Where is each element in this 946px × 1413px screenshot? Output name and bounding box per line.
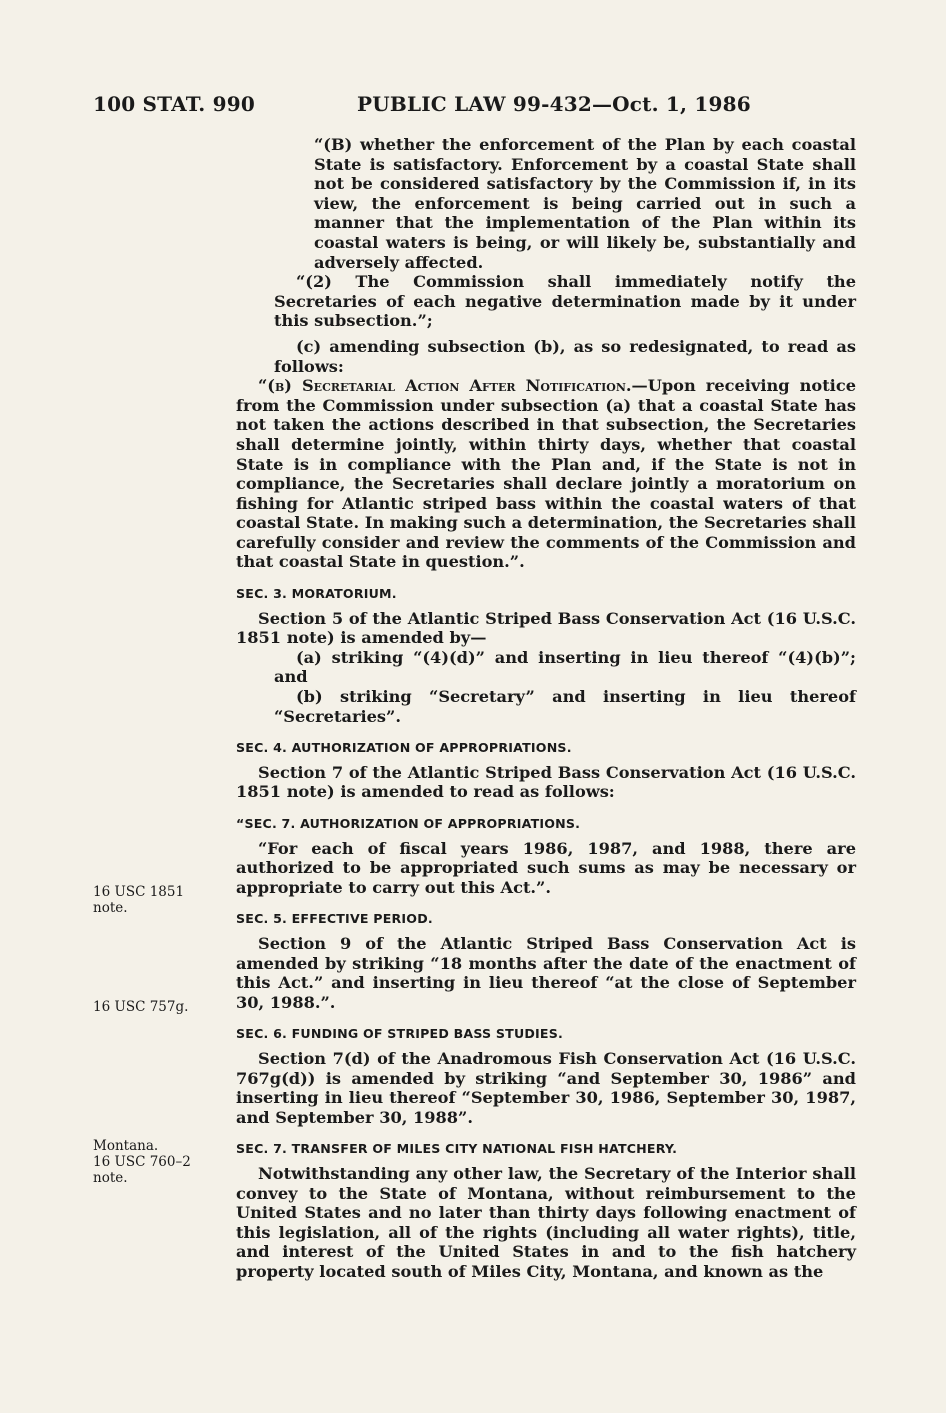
body-text: [236, 135, 856, 1281]
paragraph-b-heading: “(b) Secretarial Action After Notification.: [258, 376, 632, 396]
paragraph-2: “(2) The Commission shall immediately notify the Secretaries of each negative determination made by it under this subsection.”;: [274, 272, 856, 331]
margin-note-757g: [93, 999, 223, 1015]
section-3-item-b: (b) striking “Secretary” and inserting in lieu thereof “Secretaries”.: [274, 687, 856, 726]
paragraph-b: “(B) whether the enforcement of the Plan by each coastal State is satisfactory. Enforcement by a coastal State shall not be considered satisfactory by the Commission if, in its view, the enforcement is being carried out in such a manner that the implementation of the Plan within its coastal waters is being, or will likely be, substantially and adversely affected.: [314, 135, 856, 272]
margin-note-757g-line1: 16 USC 757g.: [93, 999, 189, 1015]
section-3-text: Section 5 of the Atlantic Striped Bass Conservation Act (16 U.S.C. 1851 note) is amended by—: [236, 608, 856, 648]
section-6-text: Section 7(d) of the Anadromous Fish Conservation Act (16 U.S.C. 767g(d)) is amended by striking “and September 30, 1986” and inserting in lieu thereof “September 30, 1986, September 30, 1987, and September 30, 1988”.: [236, 1048, 856, 1127]
paragraph-c: (c) amending subsection (b), as so redesignated, to read as follows:: [274, 336, 856, 376]
stat-reference: 100 STAT. 990: [93, 92, 255, 116]
section-7-quoted-text: “For each of fiscal years 1986, 1987, and 1988, there are authorized to be appropriated such sums as may be necessary or appropriate to carry out this Act.”.: [236, 838, 856, 897]
section-3-heading: SEC. 3. MORATORIUM.: [236, 586, 397, 602]
section-3-item-a: (a) striking “(4)(d)” and inserting in lieu thereof “(4)(b)”; and: [274, 647, 856, 687]
section-4-text: Section 7 of the Atlantic Striped Bass Conservation Act (16 U.S.C. 1851 note) is amended to read as follows:: [236, 762, 856, 802]
law-title: PUBLIC LAW 99-432—Oct. 1, 1986: [357, 92, 751, 116]
section-5-heading: SEC. 5. EFFECTIVE PERIOD.: [236, 911, 433, 927]
section-5-text: Section 9 of the Atlantic Striped Bass Conservation Act is amended by striking “18 months after the date of the enactment of this Act.” and inserting in lieu thereof “at the close of September 30, 1988.”.: [236, 933, 856, 1012]
margin-note-montana-line3: note.: [93, 1170, 128, 1186]
margin-note-montana-line1: Montana.: [93, 1138, 159, 1154]
margin-note-1851-line2: note.: [93, 900, 128, 916]
section-7-text: Notwithstanding any other law, the Secretary of the Interior shall convey to the State of Montana, without reimbursement to the United States and no later than thirty days following enactment of this legislation, all of the rights (including all water rights), title, and interest of the United States in and to the fish hatchery property located south of Miles City, Montana, and known as the: [236, 1163, 856, 1281]
section-6-heading: SEC. 6. FUNDING OF STRIPED BASS STUDIES.: [236, 1026, 563, 1042]
margin-note-montana: [93, 1138, 223, 1186]
section-7-quoted-heading: “SEC. 7. AUTHORIZATION OF APPROPRIATIONS.: [236, 816, 581, 831]
paragraph-b-text: —Upon receiving notice from the Commission under subsection (a) that a coastal State has not taken the actions described in that subsection, the Secretaries shall determine jointly, within thirty days, whether that coastal State is in compliance with the Plan and, if the State is not in compliance, the Secretaries shall declare jointly a moratorium on fishing for Atlantic striped bass within the coastal waters of that coastal State. In making such a determination, the Secretaries shall carefully consider and review the comments of the Commission and that coastal State in question.”.: [236, 376, 856, 572]
margin-note-1851-line1: 16 USC 1851: [93, 884, 185, 900]
margin-note-montana-line2: 16 USC 760–2: [93, 1154, 191, 1170]
paragraph-b-secretarial: [236, 376, 856, 572]
section-7-heading: SEC. 7. TRANSFER OF MILES CITY NATIONAL FISH HATCHERY.: [236, 1141, 678, 1157]
margin-note-1851: [93, 884, 223, 916]
section-4-heading: SEC. 4. AUTHORIZATION OF APPROPRIATIONS.: [236, 740, 572, 756]
